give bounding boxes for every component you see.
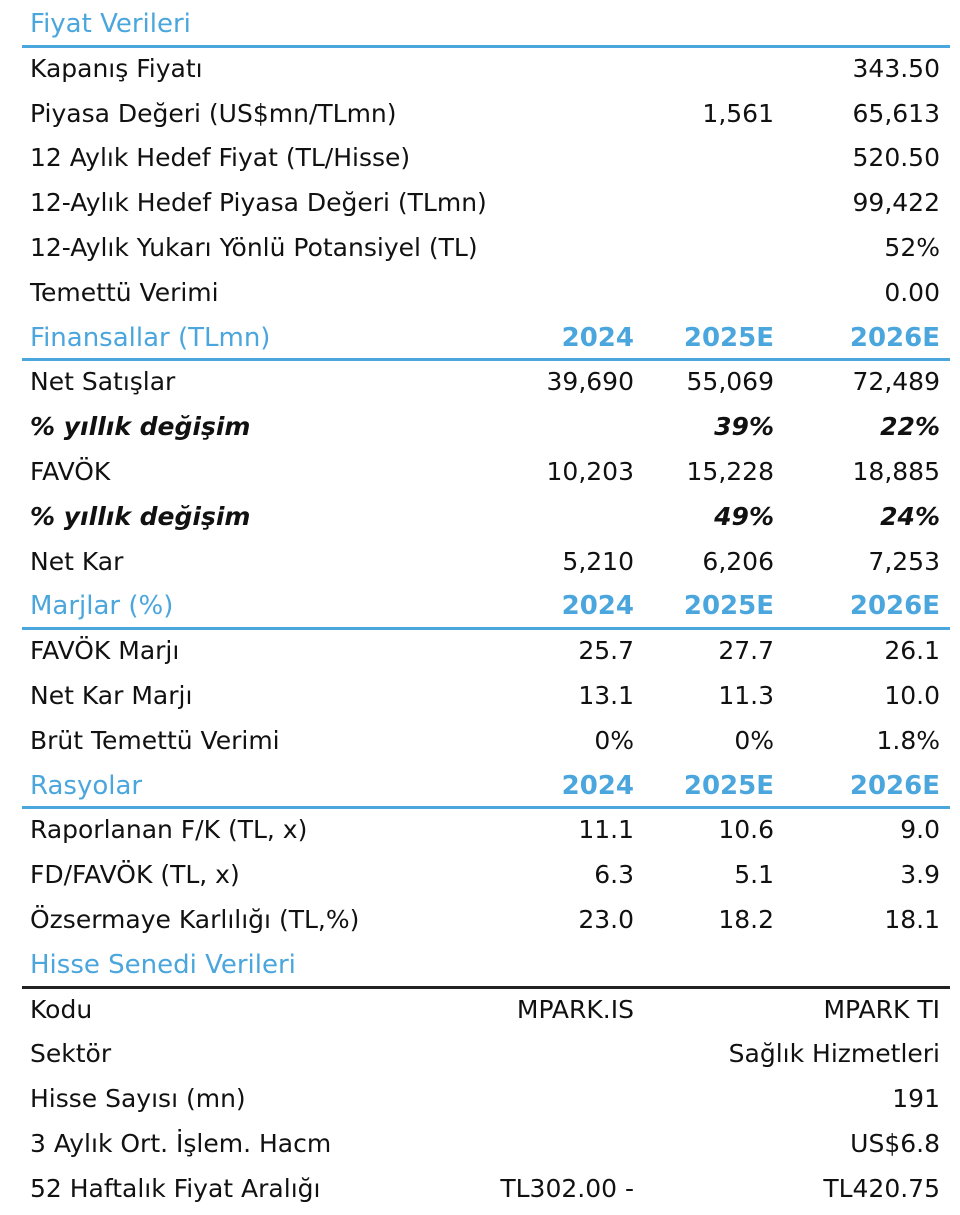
row-value: 39% [714,412,774,442]
row-value: 6.3 [594,860,634,890]
table-row [0,853,960,897]
row-label: Net Satışlar [30,367,176,397]
row-value: 39,690 [546,367,634,397]
table-row [0,495,960,539]
row-value: 65,613 [852,98,940,128]
row-label: 3 Aylık Ort. İşlem. Hacm [30,1129,332,1158]
row-value: 27.7 [718,636,774,666]
row-value: 11.1 [578,815,634,845]
table-row [0,405,960,449]
row-value: 10.0 [884,681,940,710]
row-value: 0% [734,725,774,755]
row-value: TL302.00 - [500,1173,634,1203]
row-value: 9.0 [900,815,940,845]
section-title: Rasyolar [30,770,143,801]
table-row [0,181,960,225]
row-value: TL420.75 [823,1173,940,1203]
row-value: 520.50 [852,143,940,173]
column-header: 2026E [849,591,940,622]
table-row [0,988,960,1032]
table-row [0,450,960,494]
row-value: 1.8% [876,725,940,755]
row-label: Net Kar [30,546,124,576]
row-value: 72,489 [852,367,940,397]
section-title: Fiyat Verileri [30,9,191,39]
row-value: 18.1 [884,905,940,934]
table-row [0,47,960,91]
row-value: 13.1 [578,681,634,710]
table-row [0,92,960,136]
column-header: 2024 [561,770,634,801]
column-header: 2025E [683,322,774,353]
section-header-fiyat [0,2,960,46]
column-header: 2024 [561,591,634,622]
section-header-marjlar [0,584,960,628]
row-value: 15,228 [686,457,774,486]
row-label: Raporlanan F/K (TL, x) [30,815,308,845]
table-row [0,136,960,180]
row-value: 6,206 [702,546,774,576]
table-row [0,1122,960,1166]
row-label: Piyasa Değeri (US$mn/TLmn) [30,98,397,128]
section-title: Hisse Senedi Verileri [30,949,296,980]
column-header: 2026E [849,322,940,353]
table-row [0,1167,960,1211]
row-value: US$6.8 [850,1129,940,1158]
row-value: 22% [880,412,940,442]
row-value: 18.2 [718,905,774,934]
table-row [0,674,960,718]
row-label: 52 Haftalık Fiyat Aralığı [30,1173,321,1203]
table-row [0,629,960,673]
row-value: 10,203 [546,457,634,486]
table-row [0,271,960,315]
column-header: 2024 [561,322,634,353]
row-value: 191 [892,1084,940,1114]
row-label: Net Kar Marjı [30,681,193,710]
row-label: Temettü Verimi [30,277,219,307]
table-row [0,226,960,270]
row-label: Hisse Sayısı (mn) [30,1084,246,1114]
row-value: 3.9 [900,860,940,890]
row-label: FAVÖK Marjı [30,636,180,666]
row-label: Kodu [30,994,93,1024]
row-value: 5,210 [562,546,634,576]
row-label: Özsermaye Karlılığı (TL,%) [30,905,360,934]
column-header: 2026E [849,770,940,801]
row-label: 12-Aylık Yukarı Yönlü Potansiyel (TL) [30,233,478,262]
row-label: 12 Aylık Hedef Fiyat (TL/Hisse) [30,143,411,173]
table-row [0,808,960,852]
row-value: 55,069 [686,367,774,397]
row-label: FD/FAVÖK (TL, x) [30,860,240,890]
row-value: 11.3 [718,681,774,710]
section-header-rasyolar [0,764,960,808]
table-row [0,898,960,942]
row-value: MPARK.IS [516,994,634,1024]
row-label: Brüt Temettü Verimi [30,725,280,755]
row-value: 25.7 [578,636,634,666]
row-value: 23.0 [578,905,634,934]
column-header: 2025E [683,770,774,801]
row-value: 24% [880,501,940,531]
row-value: 99,422 [852,188,940,218]
row-value: 0.00 [884,277,940,307]
column-header: 2025E [683,591,774,622]
table-row [0,719,960,763]
row-value: 343.50 [852,53,940,83]
table-row [0,540,960,584]
row-value: 5.1 [734,860,774,890]
row-value: 1,561 [702,98,774,128]
row-label: FAVÖK [30,457,111,486]
row-value: 18,885 [852,457,940,486]
row-value: 26.1 [884,636,940,666]
table-row [0,1032,960,1076]
row-label: % yıllık değişim [30,412,251,442]
row-label: 12-Aylık Hedef Piyasa Değeri (TLmn) [30,188,487,218]
row-label: Sektör [30,1039,112,1069]
section-title: Marjlar (%) [30,591,174,622]
row-value: 7,253 [868,546,940,576]
table-row [0,360,960,404]
section-header-hisse [0,943,960,987]
row-value: 49% [714,501,774,531]
row-value: Sağlık Hizmetleri [728,1039,940,1069]
row-value: 10.6 [718,815,774,845]
table-row [0,1077,960,1121]
row-value: 52% [884,233,940,262]
section-header-finansallar [0,316,960,360]
row-value: MPARK TI [823,994,940,1024]
section-title: Finansallar (TLmn) [30,322,271,353]
row-value: 0% [594,725,634,755]
row-label: Kapanış Fiyatı [30,53,203,83]
row-label: % yıllık değişim [30,501,251,531]
